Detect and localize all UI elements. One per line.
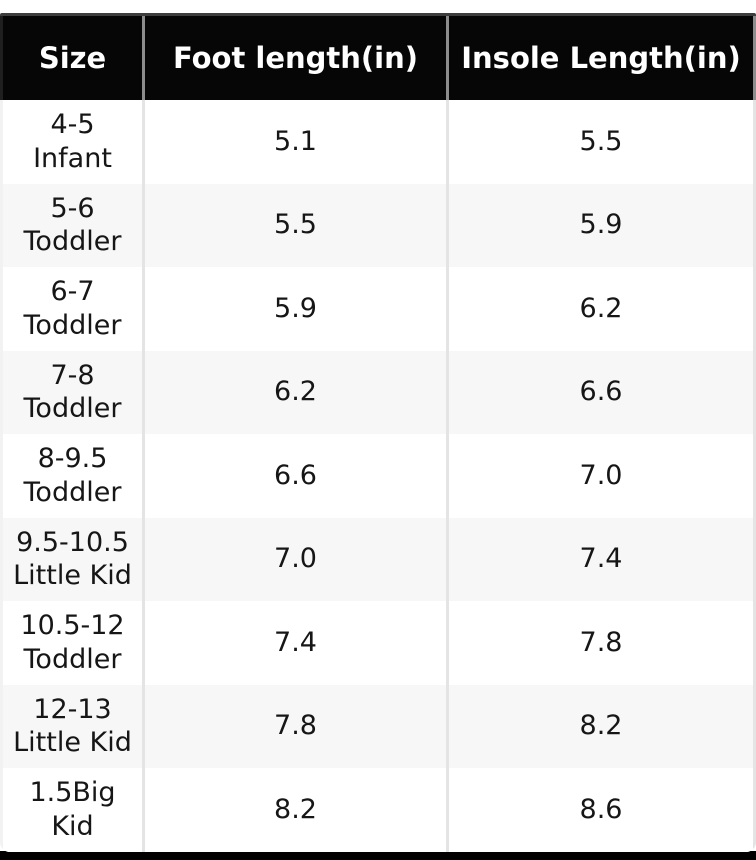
foot-length-cell: 6.6 [145, 434, 449, 518]
size-cell [0, 351, 145, 435]
foot-length-cell: 7.0 [145, 518, 449, 602]
size-cell [0, 518, 145, 602]
insole-length-cell: 5.5 [449, 100, 756, 184]
table-row [0, 768, 756, 852]
size-cell [0, 601, 145, 685]
column-header-size: Size [0, 16, 145, 100]
size-range: 7-8 [50, 359, 95, 391]
foot-length-cell: 7.8 [145, 685, 449, 769]
size-age-group: Little Kid [13, 727, 132, 759]
bottom-black-strip [0, 851, 756, 860]
size-age-group: Toddler [23, 309, 122, 341]
table-header-row [0, 16, 756, 100]
table-row [0, 685, 756, 769]
size-age-group: Toddler [23, 643, 122, 675]
foot-length-cell: 6.2 [145, 351, 449, 435]
insole-length-cell: 5.9 [449, 184, 756, 268]
size-chart-table [0, 13, 756, 852]
foot-length-cell: 5.1 [145, 100, 449, 184]
size-range: 1.5Big [29, 777, 116, 808]
table-body [0, 100, 756, 852]
table-row [0, 601, 756, 685]
size-range: 4-5 [50, 109, 95, 140]
foot-length-cell: 5.5 [145, 184, 449, 268]
size-range: 9.5-10.5 [16, 526, 129, 558]
insole-length-cell: 8.2 [449, 685, 756, 769]
size-range: 6-7 [50, 276, 95, 307]
insole-length-cell: 7.4 [449, 518, 756, 602]
size-cell [0, 184, 145, 268]
size-cell [0, 100, 145, 184]
table-row [0, 184, 756, 268]
insole-length-cell: 6.6 [449, 351, 756, 435]
size-cell [0, 685, 145, 769]
table-row [0, 434, 756, 518]
size-range: 10.5-12 [20, 610, 125, 641]
insole-length-cell: 7.0 [449, 434, 756, 518]
foot-length-cell: 7.4 [145, 601, 449, 685]
size-age-group: Toddler [23, 476, 122, 508]
insole-length-cell: 8.6 [449, 768, 756, 852]
size-age-group: Infant [33, 142, 112, 174]
table-row [0, 351, 756, 435]
table-row [0, 518, 756, 602]
size-cell [0, 768, 145, 852]
insole-length-cell: 7.8 [449, 601, 756, 685]
size-age-group: Kid [51, 810, 94, 842]
size-cell [0, 434, 145, 518]
foot-length-cell: 8.2 [145, 768, 449, 852]
column-header-insole-length: Insole Length(in) [449, 16, 756, 100]
column-header-foot-length: Foot length(in) [145, 16, 449, 100]
size-range: 12-13 [33, 693, 112, 725]
size-range: 5-6 [50, 192, 95, 224]
size-age-group: Little Kid [13, 560, 132, 592]
size-age-group: Toddler [23, 226, 122, 258]
table-row [0, 267, 756, 351]
size-cell [0, 267, 145, 351]
size-age-group: Toddler [23, 393, 122, 425]
foot-length-cell: 5.9 [145, 267, 449, 351]
table-row [0, 100, 756, 184]
size-range: 8-9.5 [37, 443, 108, 474]
insole-length-cell: 6.2 [449, 267, 756, 351]
